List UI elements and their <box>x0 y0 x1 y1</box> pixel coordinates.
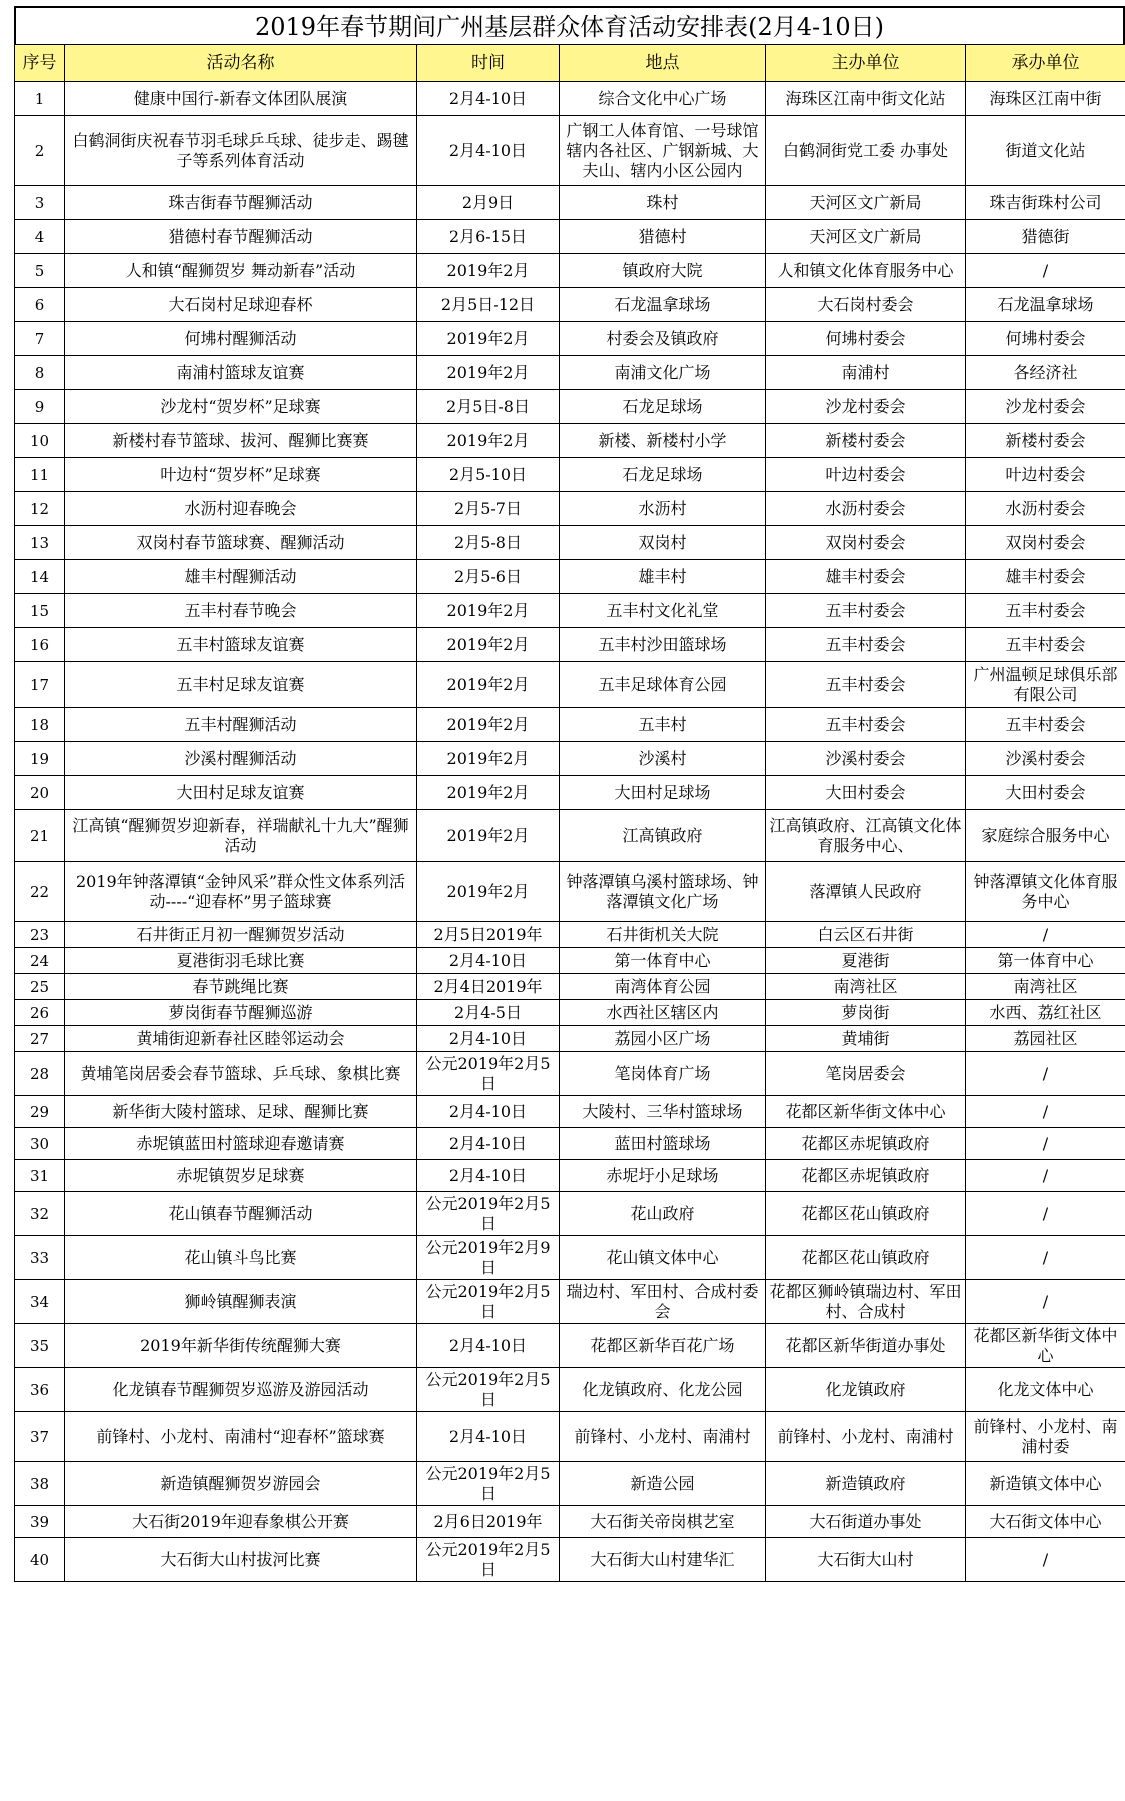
cell-time: 2019年2月 <box>417 862 560 922</box>
table-row <box>15 492 1125 526</box>
cell-organizer: 南湾社区 <box>766 974 966 1000</box>
cell-organizer: 海珠区江南中街文化站 <box>766 82 966 116</box>
cell-activity: 珠吉街春节醒狮活动 <box>65 186 417 220</box>
table-row <box>15 708 1125 742</box>
cell-index: 12 <box>15 492 65 526</box>
table-row <box>15 526 1125 560</box>
header-activity: 活动名称 <box>65 45 417 82</box>
cell-location: 荔园小区广场 <box>560 1026 766 1052</box>
cell-time: 公元2019年2月9日 <box>417 1236 560 1280</box>
cell-undertaker: / <box>966 1538 1125 1582</box>
cell-undertaker: 叶边村委会 <box>966 458 1125 492</box>
cell-activity: 猎德村春节醒狮活动 <box>65 220 417 254</box>
cell-location: 花山政府 <box>560 1192 766 1236</box>
cell-index: 31 <box>15 1160 65 1192</box>
cell-location: 大石街大山村建华汇 <box>560 1538 766 1582</box>
cell-organizer: 雄丰村委会 <box>766 560 966 594</box>
activity-table <box>14 44 1125 1582</box>
cell-time: 2月5-8日 <box>417 526 560 560</box>
cell-undertaker: / <box>966 1280 1125 1324</box>
cell-location: 镇政府大院 <box>560 254 766 288</box>
cell-time: 公元2019年2月5日 <box>417 1368 560 1412</box>
table-row <box>15 922 1125 948</box>
cell-activity: 新华街大陵村篮球、足球、醒狮比赛 <box>65 1096 417 1128</box>
table-row <box>15 1192 1125 1236</box>
cell-time: 2月4-10日 <box>417 82 560 116</box>
cell-undertaker: / <box>966 1096 1125 1128</box>
table-row <box>15 1128 1125 1160</box>
cell-activity: 五丰村醒狮活动 <box>65 708 417 742</box>
cell-undertaker: 水沥村委会 <box>966 492 1125 526</box>
cell-undertaker: 家庭综合服务中心 <box>966 810 1125 862</box>
table-row <box>15 390 1125 424</box>
cell-organizer: 天河区文广新局 <box>766 220 966 254</box>
cell-activity: 江高镇“醒狮贺岁迎新春，祥瑞献礼十九大”醒狮活动 <box>65 810 417 862</box>
cell-organizer: 五丰村委会 <box>766 662 966 708</box>
cell-time: 2019年2月 <box>417 810 560 862</box>
cell-index: 30 <box>15 1128 65 1160</box>
cell-undertaker: 花都区新华街文体中心 <box>966 1324 1125 1368</box>
cell-index: 16 <box>15 628 65 662</box>
table-row <box>15 1280 1125 1324</box>
cell-undertaker: 沙龙村委会 <box>966 390 1125 424</box>
cell-organizer: 五丰村委会 <box>766 594 966 628</box>
cell-undertaker: 街道文化站 <box>966 116 1125 186</box>
cell-index: 23 <box>15 922 65 948</box>
table-title: 2019年春节期间广州基层群众体育活动安排表(2月4-10日) <box>14 6 1125 44</box>
cell-undertaker: 猎德街 <box>966 220 1125 254</box>
cell-index: 29 <box>15 1096 65 1128</box>
cell-index: 3 <box>15 186 65 220</box>
cell-undertaker: 珠吉街珠村公司 <box>966 186 1125 220</box>
cell-location: 石龙足球场 <box>560 458 766 492</box>
cell-activity: 春节跳绳比赛 <box>65 974 417 1000</box>
cell-organizer: 花都区花山镇政府 <box>766 1236 966 1280</box>
cell-activity: 萝岗街春节醒狮巡游 <box>65 1000 417 1026</box>
cell-organizer: 五丰村委会 <box>766 628 966 662</box>
cell-time: 公元2019年2月5日 <box>417 1192 560 1236</box>
cell-activity: 健康中国行-新春文体团队展演 <box>65 82 417 116</box>
cell-index: 25 <box>15 974 65 1000</box>
cell-index: 21 <box>15 810 65 862</box>
table-row <box>15 458 1125 492</box>
cell-activity: 叶边村“贺岁杯”足球赛 <box>65 458 417 492</box>
cell-undertaker: 海珠区江南中街 <box>966 82 1125 116</box>
header-index: 序号 <box>15 45 65 82</box>
cell-time: 2月5日-12日 <box>417 288 560 322</box>
cell-activity: 沙龙村“贺岁杯”足球赛 <box>65 390 417 424</box>
cell-undertaker: 石龙温拿球场 <box>966 288 1125 322</box>
cell-organizer: 落潭镇人民政府 <box>766 862 966 922</box>
cell-organizer: 五丰村委会 <box>766 708 966 742</box>
cell-activity: 新楼村春节篮球、拔河、醒狮比赛赛 <box>65 424 417 458</box>
cell-index: 35 <box>15 1324 65 1368</box>
cell-activity: 五丰村篮球友谊赛 <box>65 628 417 662</box>
table-row <box>15 1052 1125 1096</box>
cell-index: 14 <box>15 560 65 594</box>
cell-time: 2月5-10日 <box>417 458 560 492</box>
cell-organizer: 夏港街 <box>766 948 966 974</box>
table-row <box>15 356 1125 390</box>
cell-activity: 沙溪村醒狮活动 <box>65 742 417 776</box>
cell-location: 前锋村、小龙村、南浦村 <box>560 1412 766 1462</box>
cell-undertaker: / <box>966 1128 1125 1160</box>
cell-organizer: 白云区石井街 <box>766 922 966 948</box>
cell-index: 32 <box>15 1192 65 1236</box>
cell-undertaker: 新楼村委会 <box>966 424 1125 458</box>
cell-undertaker: / <box>966 1160 1125 1192</box>
table-row <box>15 288 1125 322</box>
header-row <box>15 45 1125 82</box>
cell-location: 新造公园 <box>560 1462 766 1506</box>
cell-activity: 花山镇春节醒狮活动 <box>65 1192 417 1236</box>
cell-activity: 赤坭镇贺岁足球赛 <box>65 1160 417 1192</box>
cell-organizer: 天河区文广新局 <box>766 186 966 220</box>
cell-location: 瑞边村、军田村、合成村委会 <box>560 1280 766 1324</box>
cell-undertaker: 南湾社区 <box>966 974 1125 1000</box>
cell-location: 花都区新华百花广场 <box>560 1324 766 1368</box>
cell-index: 18 <box>15 708 65 742</box>
cell-index: 20 <box>15 776 65 810</box>
cell-undertaker: 何坲村委会 <box>966 322 1125 356</box>
cell-time: 2月4-10日 <box>417 1026 560 1052</box>
cell-index: 2 <box>15 116 65 186</box>
cell-time: 2月4日2019年 <box>417 974 560 1000</box>
cell-time: 2月5日2019年 <box>417 922 560 948</box>
cell-organizer: 双岗村委会 <box>766 526 966 560</box>
cell-activity: 黄埔笔岗居委会春节篮球、乒乓球、象棋比赛 <box>65 1052 417 1096</box>
cell-undertaker: 水西、荔红社区 <box>966 1000 1125 1026</box>
cell-index: 36 <box>15 1368 65 1412</box>
cell-index: 19 <box>15 742 65 776</box>
cell-location: 广钢工人体育馆、一号球馆辖内各社区、广钢新城、大夫山、辖内小区公园内 <box>560 116 766 186</box>
table-row <box>15 116 1125 186</box>
cell-undertaker: 荔园社区 <box>966 1026 1125 1052</box>
table-row <box>15 1324 1125 1368</box>
cell-organizer: 何坲村委会 <box>766 322 966 356</box>
cell-time: 2019年2月 <box>417 594 560 628</box>
cell-time: 2月6日2019年 <box>417 1506 560 1538</box>
cell-location: 综合文化中心广场 <box>560 82 766 116</box>
table-row <box>15 560 1125 594</box>
cell-activity: 五丰村春节晚会 <box>65 594 417 628</box>
table-row <box>15 662 1125 708</box>
cell-activity: 何坲村醒狮活动 <box>65 322 417 356</box>
cell-undertaker: 前锋村、小龙村、南浦村委 <box>966 1412 1125 1462</box>
cell-organizer: 白鹤洞街党工委 办事处 <box>766 116 966 186</box>
cell-organizer: 人和镇文化体育服务中心 <box>766 254 966 288</box>
cell-undertaker: 雄丰村委会 <box>966 560 1125 594</box>
table-row <box>15 1236 1125 1280</box>
table-row <box>15 254 1125 288</box>
cell-organizer: 笔岗居委会 <box>766 1052 966 1096</box>
cell-organizer: 大石街道办事处 <box>766 1506 966 1538</box>
cell-location: 五丰足球体育公园 <box>560 662 766 708</box>
cell-undertaker: / <box>966 1236 1125 1280</box>
cell-organizer: 萝岗街 <box>766 1000 966 1026</box>
cell-location: 大陵村、三华村篮球场 <box>560 1096 766 1128</box>
cell-location: 珠村 <box>560 186 766 220</box>
cell-undertaker: 大田村委会 <box>966 776 1125 810</box>
cell-undertaker: 化龙文体中心 <box>966 1368 1125 1412</box>
cell-organizer: 南浦村 <box>766 356 966 390</box>
cell-organizer: 花都区赤坭镇政府 <box>766 1128 966 1160</box>
cell-activity: 人和镇“醒狮贺岁 舞动新春”活动 <box>65 254 417 288</box>
cell-index: 22 <box>15 862 65 922</box>
table-row <box>15 1412 1125 1462</box>
cell-time: 2月4-10日 <box>417 1096 560 1128</box>
cell-location: 双岗村 <box>560 526 766 560</box>
cell-location: 石井街机关大院 <box>560 922 766 948</box>
cell-time: 公元2019年2月5日 <box>417 1538 560 1582</box>
cell-activity: 花山镇斗鸟比赛 <box>65 1236 417 1280</box>
cell-activity: 赤坭镇蓝田村篮球迎春邀请赛 <box>65 1128 417 1160</box>
cell-index: 26 <box>15 1000 65 1026</box>
cell-organizer: 叶边村委会 <box>766 458 966 492</box>
cell-activity: 双岗村春节篮球赛、醒狮活动 <box>65 526 417 560</box>
cell-index: 38 <box>15 1462 65 1506</box>
cell-index: 5 <box>15 254 65 288</box>
table-row <box>15 1538 1125 1582</box>
cell-organizer: 花都区赤坭镇政府 <box>766 1160 966 1192</box>
cell-index: 39 <box>15 1506 65 1538</box>
cell-location: 蓝田村篮球场 <box>560 1128 766 1160</box>
cell-time: 2月4-10日 <box>417 1412 560 1462</box>
header-time: 时间 <box>417 45 560 82</box>
cell-time: 2月5-7日 <box>417 492 560 526</box>
cell-location: 笔岗体育广场 <box>560 1052 766 1096</box>
cell-activity: 石井街正月初一醒狮贺岁活动 <box>65 922 417 948</box>
cell-time: 2019年2月 <box>417 424 560 458</box>
cell-time: 2月4-10日 <box>417 948 560 974</box>
table-row <box>15 220 1125 254</box>
table-row <box>15 424 1125 458</box>
cell-location: 五丰村沙田篮球场 <box>560 628 766 662</box>
cell-organizer: 新楼村委会 <box>766 424 966 458</box>
cell-organizer: 沙龙村委会 <box>766 390 966 424</box>
cell-undertaker: 五丰村委会 <box>966 628 1125 662</box>
cell-location: 水西社区辖区内 <box>560 1000 766 1026</box>
table-row <box>15 1000 1125 1026</box>
cell-index: 33 <box>15 1236 65 1280</box>
cell-activity: 黄埔街迎新春社区睦邻运动会 <box>65 1026 417 1052</box>
cell-location: 第一体育中心 <box>560 948 766 974</box>
cell-activity: 大石岗村足球迎春杯 <box>65 288 417 322</box>
cell-time: 2月4-5日 <box>417 1000 560 1026</box>
cell-location: 赤坭圩小足球场 <box>560 1160 766 1192</box>
cell-index: 17 <box>15 662 65 708</box>
cell-activity: 五丰村足球友谊赛 <box>65 662 417 708</box>
cell-time: 2月9日 <box>417 186 560 220</box>
cell-index: 4 <box>15 220 65 254</box>
cell-organizer: 新造镇政府 <box>766 1462 966 1506</box>
cell-index: 34 <box>15 1280 65 1324</box>
cell-time: 2019年2月 <box>417 662 560 708</box>
cell-location: 石龙温拿球场 <box>560 288 766 322</box>
header-undertaker: 承办单位 <box>966 45 1125 82</box>
table-row <box>15 1026 1125 1052</box>
cell-index: 27 <box>15 1026 65 1052</box>
cell-location: 钟落潭镇乌溪村篮球场、钟落潭镇文化广场 <box>560 862 766 922</box>
cell-location: 大田村足球场 <box>560 776 766 810</box>
cell-organizer: 花都区新华街文体中心 <box>766 1096 966 1128</box>
schedule-sheet <box>14 6 1125 1582</box>
cell-index: 28 <box>15 1052 65 1096</box>
cell-organizer: 化龙镇政府 <box>766 1368 966 1412</box>
cell-location: 石龙足球场 <box>560 390 766 424</box>
cell-location: 五丰村文化礼堂 <box>560 594 766 628</box>
cell-undertaker: 沙溪村委会 <box>966 742 1125 776</box>
cell-time: 2月5日-8日 <box>417 390 560 424</box>
cell-time: 2月4-10日 <box>417 1324 560 1368</box>
cell-time: 2月4-10日 <box>417 1128 560 1160</box>
cell-activity: 夏港街羽毛球比赛 <box>65 948 417 974</box>
cell-undertaker: 大石街文体中心 <box>966 1506 1125 1538</box>
cell-location: 南湾体育公园 <box>560 974 766 1000</box>
cell-activity: 新造镇醒狮贺岁游园会 <box>65 1462 417 1506</box>
cell-organizer: 沙溪村委会 <box>766 742 966 776</box>
header-organizer: 主办单位 <box>766 45 966 82</box>
cell-time: 公元2019年2月5日 <box>417 1462 560 1506</box>
cell-undertaker: / <box>966 1192 1125 1236</box>
cell-location: 水沥村 <box>560 492 766 526</box>
table-row <box>15 1506 1125 1538</box>
cell-organizer: 大石街大山村 <box>766 1538 966 1582</box>
cell-organizer: 水沥村委会 <box>766 492 966 526</box>
cell-undertaker: 双岗村委会 <box>966 526 1125 560</box>
cell-organizer: 大田村委会 <box>766 776 966 810</box>
cell-index: 40 <box>15 1538 65 1582</box>
table-row <box>15 948 1125 974</box>
cell-location: 新楼、新楼村小学 <box>560 424 766 458</box>
cell-location: 雄丰村 <box>560 560 766 594</box>
cell-index: 10 <box>15 424 65 458</box>
table-row <box>15 186 1125 220</box>
cell-index: 37 <box>15 1412 65 1462</box>
cell-time: 2月4-10日 <box>417 116 560 186</box>
cell-index: 15 <box>15 594 65 628</box>
cell-undertaker: 五丰村委会 <box>966 594 1125 628</box>
table-row <box>15 1368 1125 1412</box>
cell-undertaker: 五丰村委会 <box>966 708 1125 742</box>
table-row <box>15 776 1125 810</box>
cell-activity: 南浦村篮球友谊赛 <box>65 356 417 390</box>
cell-activity: 大石街大山村拔河比赛 <box>65 1538 417 1582</box>
cell-time: 2019年2月 <box>417 742 560 776</box>
table-row <box>15 810 1125 862</box>
cell-undertaker: 第一体育中心 <box>966 948 1125 974</box>
cell-location: 沙溪村 <box>560 742 766 776</box>
cell-location: 村委会及镇政府 <box>560 322 766 356</box>
cell-index: 6 <box>15 288 65 322</box>
cell-time: 2019年2月 <box>417 254 560 288</box>
cell-index: 11 <box>15 458 65 492</box>
cell-activity: 狮岭镇醒狮表演 <box>65 1280 417 1324</box>
table-row <box>15 974 1125 1000</box>
cell-activity: 化龙镇春节醒狮贺岁巡游及游园活动 <box>65 1368 417 1412</box>
table-row <box>15 322 1125 356</box>
cell-time: 2月5-6日 <box>417 560 560 594</box>
cell-time: 2019年2月 <box>417 628 560 662</box>
cell-location: 五丰村 <box>560 708 766 742</box>
header-location: 地点 <box>560 45 766 82</box>
cell-index: 13 <box>15 526 65 560</box>
cell-activity: 白鹤洞街庆祝春节羽毛球乒乓球、徒步走、踢毽子等系列体育活动 <box>65 116 417 186</box>
cell-undertaker: / <box>966 1052 1125 1096</box>
cell-activity: 雄丰村醒狮活动 <box>65 560 417 594</box>
table-row <box>15 1160 1125 1192</box>
cell-activity: 2019年钟落潭镇“金钟风采”群众性文体系列活动----“迎春杯”男子篮球赛 <box>65 862 417 922</box>
cell-time: 2019年2月 <box>417 776 560 810</box>
cell-index: 8 <box>15 356 65 390</box>
cell-location: 化龙镇政府、化龙公园 <box>560 1368 766 1412</box>
cell-time: 公元2019年2月5日 <box>417 1052 560 1096</box>
cell-index: 24 <box>15 948 65 974</box>
cell-time: 2019年2月 <box>417 708 560 742</box>
cell-undertaker: 钟落潭镇文化体育服务中心 <box>966 862 1125 922</box>
cell-activity: 大田村足球友谊赛 <box>65 776 417 810</box>
cell-undertaker: 新造镇文体中心 <box>966 1462 1125 1506</box>
cell-location: 花山镇文体中心 <box>560 1236 766 1280</box>
cell-activity: 大石街2019年迎春象棋公开赛 <box>65 1506 417 1538</box>
table-row <box>15 594 1125 628</box>
cell-location: 猎德村 <box>560 220 766 254</box>
cell-organizer: 江高镇政府、江高镇文化体育服务中心、 <box>766 810 966 862</box>
table-row <box>15 1462 1125 1506</box>
cell-location: 江高镇政府 <box>560 810 766 862</box>
cell-undertaker: / <box>966 254 1125 288</box>
table-row <box>15 862 1125 922</box>
cell-organizer: 大石岗村委会 <box>766 288 966 322</box>
cell-undertaker: / <box>966 922 1125 948</box>
cell-organizer: 花都区花山镇政府 <box>766 1192 966 1236</box>
table-row <box>15 82 1125 116</box>
cell-time: 公元2019年2月5日 <box>417 1280 560 1324</box>
cell-organizer: 花都区狮岭镇瑞边村、军田村、合成村 <box>766 1280 966 1324</box>
table-row <box>15 628 1125 662</box>
cell-undertaker: 广州温顿足球俱乐部有限公司 <box>966 662 1125 708</box>
cell-activity: 前锋村、小龙村、南浦村“迎春杯”篮球赛 <box>65 1412 417 1462</box>
cell-organizer: 前锋村、小龙村、南浦村 <box>766 1412 966 1462</box>
cell-location: 大石街关帝岗棋艺室 <box>560 1506 766 1538</box>
table-row <box>15 742 1125 776</box>
cell-time: 2019年2月 <box>417 322 560 356</box>
cell-undertaker: 各经济社 <box>966 356 1125 390</box>
table-row <box>15 1096 1125 1128</box>
cell-index: 1 <box>15 82 65 116</box>
cell-index: 9 <box>15 390 65 424</box>
cell-activity: 水沥村迎春晚会 <box>65 492 417 526</box>
cell-time: 2月6-15日 <box>417 220 560 254</box>
cell-organizer: 黄埔街 <box>766 1026 966 1052</box>
cell-index: 7 <box>15 322 65 356</box>
cell-location: 南浦文化广场 <box>560 356 766 390</box>
cell-time: 2019年2月 <box>417 356 560 390</box>
cell-time: 2月4-10日 <box>417 1160 560 1192</box>
cell-activity: 2019年新华街传统醒狮大赛 <box>65 1324 417 1368</box>
cell-organizer: 花都区新华街道办事处 <box>766 1324 966 1368</box>
